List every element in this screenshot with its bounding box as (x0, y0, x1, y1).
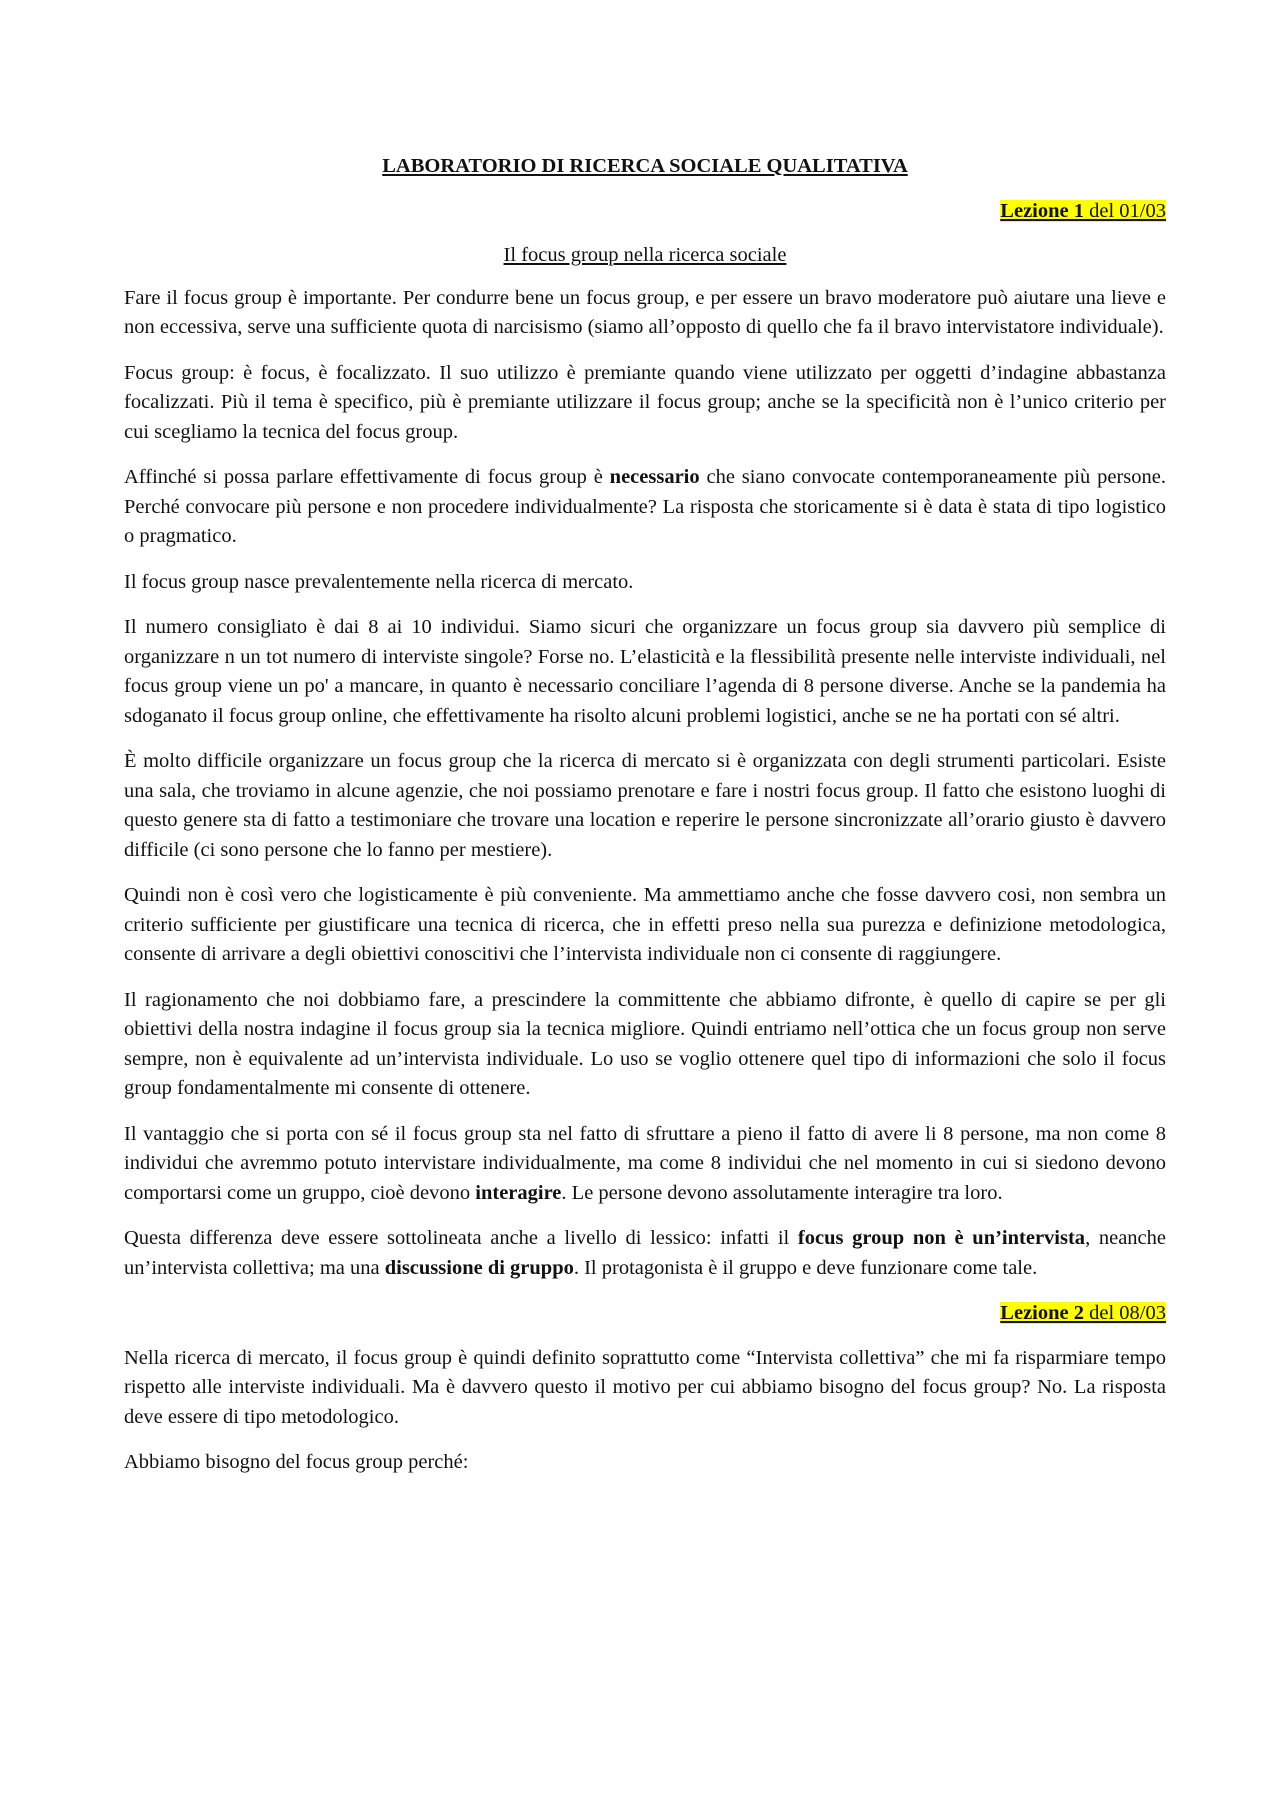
lesson-2-highlight (1000, 1302, 1166, 1324)
paragraph-5: Il numero consigliato è dai 8 ai 10 individui. Siamo sicuri che organizzare un focus group sia davvero più semplice di organizzare n un tot numero di interviste singole? Forse no. L’elasticità e la flessibilità presente nelle interviste individuali, nel focus group viene un po' a mancare, in quanto è necessario conciliare l’agenda di 8 persone diverse. Anche se la pandemia ha sdoganato il focus group online, che effettivamente ha risolto alcuni problemi logistici, anche se ne ha portati con sé altri. (124, 616, 1166, 727)
lesson-1-highlight (1000, 200, 1166, 222)
lesson-2-label: Lezione 2 (1000, 1302, 1084, 1324)
paragraph-10 (124, 1224, 1166, 1283)
paragraph-1: Fare il focus group è importante. Per condurre bene un focus group, e per essere un bravo moderatore può aiutare una lieve e non eccessiva, serve una sufficiente quota di narcisismo (siamo all’opposto di quello che fa il bravo intervistatore individuale). (124, 286, 1166, 338)
paragraph-3 (124, 463, 1166, 552)
paragraph-9-text-a: Il vantaggio che si porta con sé il focus group sta nel fatto di sfruttare a pieno il fatto di avere li 8 persone, ma non come 8 individui che avremmo potuto intervistare individualmente, ma come 8 individui che nel momento in cui si siedono devono comportarsi come un gruppo, cioè devono (124, 1122, 1166, 1204)
paragraph-10-text-e: . Il protagonista è il gruppo e deve funzionare come tale. (573, 1256, 1038, 1279)
lesson-1-label: Lezione 1 (1000, 199, 1084, 222)
paragraph-2: Focus group: è focus, è focalizzato. Il suo utilizzo è premiante quando viene utilizzato per oggetti d’indagine abbastanza focalizzati. Più il tema è specifico, più è premiante utilizzare il focus group; anche se la specificità non è l’unico criterio per cui scegliamo la tecnica del focus group. (124, 361, 1166, 443)
lesson-2-header (124, 1299, 1166, 1329)
section-subtitle: Il focus group nella ricerca sociale (503, 244, 787, 266)
paragraph-7: Quindi non è così vero che logisticamente è più conveniente. Ma ammettiamo anche che fosse davvero cosi, non sembra un criterio sufficiente per giustificare una tecnica di ricerca, che in effetti preso nella sua purezza e definizione metodologica, consente di arrivare a degli obiettivi conoscitivi che l’intervista individuale non ci consente di raggiungere. (124, 884, 1166, 965)
lesson-2-date: del 08/03 (1084, 1302, 1166, 1324)
paragraph-10-bold-discussione: discussione di gruppo (384, 1256, 574, 1279)
paragraph-4: Il focus group nasce prevalentemente nella ricerca di mercato. (124, 570, 634, 593)
paragraph-3-text-a: Affinché si possa parlare effettivamente di focus group è (124, 466, 610, 488)
document-title: LABORATORIO DI RICERCA SOCIALE QUALITATIVA (382, 155, 908, 177)
paragraph-10-text-a: Questa differenza deve essere sottolineata anche a livello di lessico: infatti il (124, 1227, 798, 1249)
lesson-1-header (124, 197, 1166, 227)
paragraph-11: Nella ricerca di mercato, il focus group è quindi definito soprattutto come “Intervista collettiva” che mi fa risparmiare tempo rispetto alle interviste individuali. Ma è davvero questo il motivo per cui abbiamo bisogno del focus group? No. La risposta deve essere di tipo metodologico. (124, 1346, 1166, 1428)
paragraph-8: Il ragionamento che noi dobbiamo fare, a prescindere la committente che abbiamo difronte, è quello di capire se per gli obiettivi della nostra indagine il focus group sia la tecnica migliore. Quindi entriamo nell’ottica che un focus group non serve sempre, non è equivalente ad un’intervista individuale. Lo uso se voglio ottenere quel tipo di informazioni che solo il focus group fondamentalmente mi consente di ottenere. (124, 988, 1166, 1099)
paragraph-9-bold-interagire: interagire (475, 1181, 562, 1204)
paragraph-10-bold-focus-group: focus group non è un’intervista (797, 1227, 1086, 1249)
paragraph-3-bold-necessario: necessario (609, 466, 700, 488)
paragraph-6: È molto difficile organizzare un focus group che la ricerca di mercato si è organizzata con degli strumenti particolari. Esiste una sala, che troviamo in alcune agenzie, che noi possiamo prenotare e fare i nostri focus group. Il fatto che esistono luoghi di questo genere sta di fatto a testimoniare che trovare una location e reperire le persone sincronizzate all’orario giusto è davvero difficile (ci sono persone che lo fanno per mestiere). (124, 750, 1166, 861)
paragraph-9 (124, 1120, 1166, 1209)
document-page (124, 152, 1166, 1494)
paragraph-10-text-c: , neanche un’intervista collettiva; ma una (124, 1227, 1166, 1279)
paragraph-12: Abbiamo bisogno del focus group perché: (124, 1451, 469, 1473)
lesson-1-date: del 01/03 (1084, 199, 1166, 222)
paragraph-3-text-c: che siano convocate contemporaneamente più persone. Perché convocare più persone e non procedere individualmente? La risposta che storicamente si è data è stata di tipo logistico o pragmatico. (124, 466, 1166, 547)
paragraph-9-text-c: . Le persone devono assolutamente interagire tra loro. (561, 1181, 1003, 1204)
